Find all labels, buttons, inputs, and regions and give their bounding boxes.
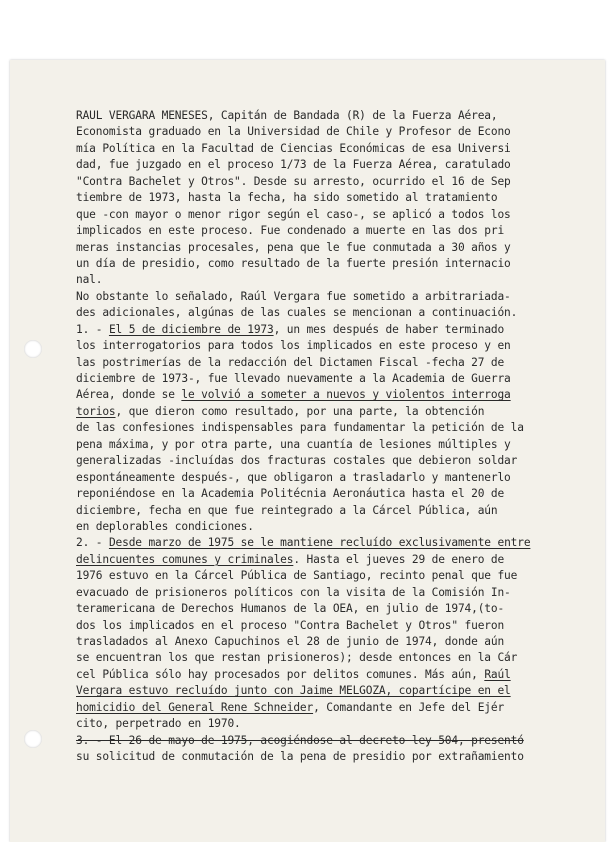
underlined-text: delincuentes comunes y criminales bbox=[76, 552, 294, 566]
text-line: nal. bbox=[76, 273, 103, 287]
text-line: des adicionales, algúnas de las cuales se mencionan a continuación. bbox=[76, 306, 518, 320]
text-line: cel Pública sólo hay procesados por delitos comunes. Más aún, Raúl bbox=[76, 667, 511, 681]
underlined-text: le volvió a someter a nuevos y violentos interroga bbox=[181, 388, 511, 402]
text-line: 1. - El 5 de diciembre de 1973, un mes después de haber terminado bbox=[76, 322, 505, 336]
text-line: las postrimerías de la redacción del Dictamen Fiscal -fecha 27 de bbox=[76, 355, 505, 369]
text-line bbox=[76, 733, 586, 749]
text-line: 1976 estuvo en la Cárcel Pública de Santiago, recinto penal que fue bbox=[76, 569, 518, 583]
text-line: 2. - Desde marzo de 1975 se le mantiene recluído exclusivamente entre bbox=[76, 536, 531, 550]
underlined-text: Vergara estuvo recluído junto con Jaime MELGOZA, copartícipe en el bbox=[76, 684, 511, 698]
text-line: evacuado de prisioneros políticos con la visita de la Comisión In- bbox=[76, 585, 511, 599]
underlined-text: El 5 de diciembre de 1973 bbox=[108, 322, 274, 336]
text-line: "Contra Bachelet y Otros". Desde su arresto, ocurrido el 16 de Sep bbox=[76, 174, 511, 188]
text-line: dos los implicados en el proceso "Contra Bachelet y Otros" fueron bbox=[76, 618, 505, 632]
document-body bbox=[76, 108, 586, 766]
underlined-text: homicidio del General Rene Schneider bbox=[76, 700, 314, 714]
text-line: su solicitud de conmutación de la pena de presidio por extrañamiento bbox=[76, 750, 524, 764]
text-line: delincuentes comunes y criminales. Hasta el jueves 29 de enero de bbox=[76, 552, 505, 566]
text-line: torios, que dieron como resultado, por una parte, la obtención bbox=[76, 404, 485, 418]
underlined-text: Desde marzo de 1975 se le mantiene recluído exclusivamente entre bbox=[108, 536, 531, 550]
text-line: meras instancias procesales, pena que le fue conmutada a 30 años y bbox=[76, 240, 511, 254]
text-line: diciembre, fecha en que fue reintegrado a la Cárcel Pública, aún bbox=[76, 503, 498, 517]
text-line: Economista graduado en la Universidad de Chile y Profesor de Econo bbox=[76, 125, 511, 139]
underlined-text: torios bbox=[76, 404, 116, 418]
text-line: reponiéndose en la Academia Politécnia Aeronáutica hasta el 20 de bbox=[76, 487, 505, 501]
text-line: los interrogatorios para todos los implicados en este proceso y en bbox=[76, 339, 511, 353]
underlined-text: Raúl bbox=[484, 667, 511, 681]
struck-text: 3. - El 26 de mayo de 1975, acogiéndose al decreto ley 504, presentó bbox=[76, 733, 524, 747]
text-line: mía Política en la Facultad de Ciencias Económicas de esa Universi bbox=[76, 141, 511, 155]
text-line: que -con mayor o menor rigor según el caso-, se aplicó a todos los bbox=[76, 207, 511, 221]
punch-hole bbox=[24, 340, 42, 358]
text-line: dad, fue juzgado en el proceso 1/73 de la Fuerza Aérea, caratulado bbox=[76, 158, 511, 172]
text-line: de las confesiones indispensables para fundamentar la petición de la bbox=[76, 421, 524, 435]
text-line: trasladados al Anexo Capuchinos el 28 de junio de 1974, donde aún bbox=[76, 635, 505, 648]
text-line: cito, perpetrado en 1970. bbox=[76, 717, 241, 731]
text-line: teramericana de Derechos Humanos de la OEA, en julio de 1974,(to- bbox=[76, 602, 505, 616]
text-line: espontáneamente después-, que obligaron a trasladarlo y mantenerlo bbox=[76, 470, 511, 484]
punch-hole bbox=[24, 730, 42, 748]
text-line: diciembre de 1973-, fue llevado nuevamente a la Academia de Guerra bbox=[76, 372, 511, 385]
text-line bbox=[76, 683, 586, 699]
text-line: homicidio del General Rene Schneider, Comandante en Jefe del Ejér bbox=[76, 700, 505, 714]
text-line: en deplorables condiciones. bbox=[76, 519, 254, 533]
text-line: generalizadas -incluídas dos fracturas costales que debieron soldar bbox=[76, 454, 518, 468]
text-line: implicados en este proceso. Fue condenado a muerte en las dos pri bbox=[76, 224, 505, 238]
text-line: RAUL VERGARA MENESES, Capitán de Bandada (R) de la Fuerza Aérea, bbox=[76, 109, 498, 122]
text-line: un día de presidio, como resultado de la fuerte presión internacio bbox=[76, 256, 511, 270]
text-line: se encuentran los que restan prisioneros); desde entonces en la Cár bbox=[76, 651, 518, 665]
text-line: No obstante lo señalado, Raúl Vergara fue sometido a arbitrariada- bbox=[76, 289, 511, 303]
document-page bbox=[10, 60, 605, 842]
text-line: pena máxima, y por otra parte, una cuantía de lesiones múltiples y bbox=[76, 437, 511, 451]
text-line: Aérea, donde se le volvió a someter a nuevos y violentos interroga bbox=[76, 388, 511, 402]
text-line: tiembre de 1973, hasta la fecha, ha sido sometido al tratamiento bbox=[76, 191, 498, 205]
